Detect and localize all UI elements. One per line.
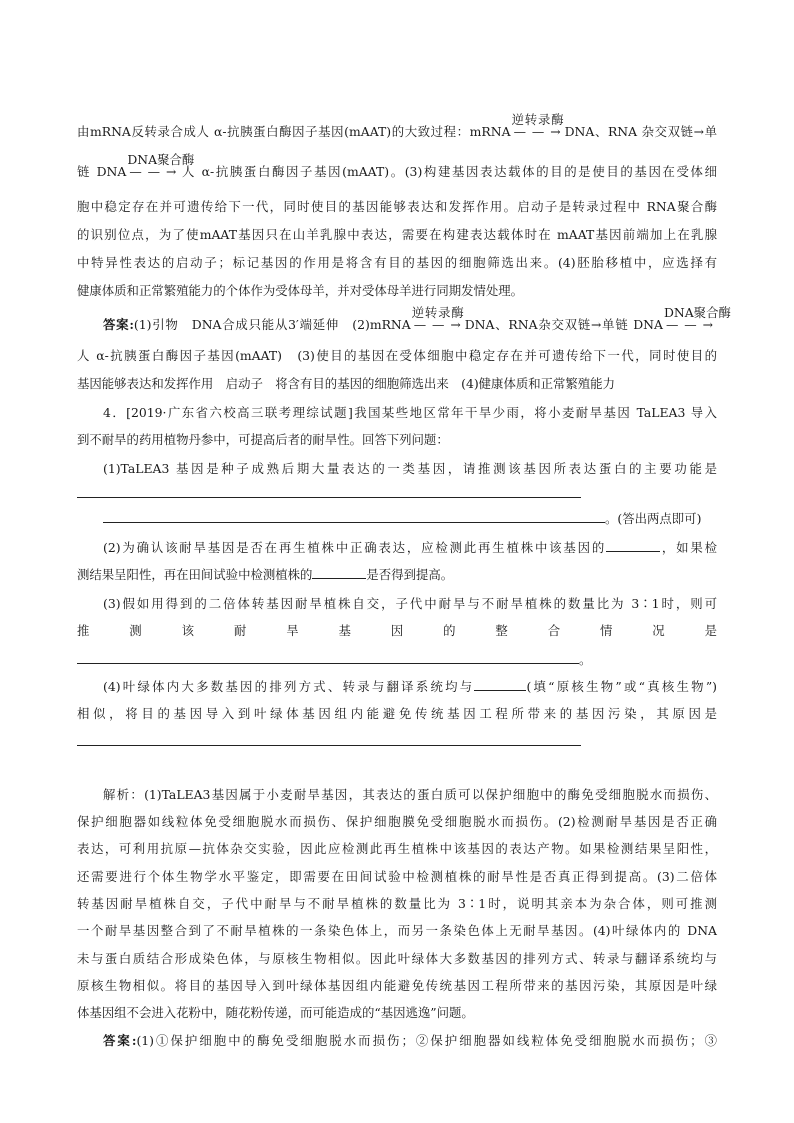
answer-label: 答案:: [103, 1033, 137, 1048]
answer-blank-line: [77, 745, 581, 746]
sub-question: 推 测 该 耐 旱 基 因 的 整 合 情 况 是: [77, 623, 717, 638]
sub-question: [77, 565, 453, 584]
text-run: (1)①保护细胞中的酶免受细胞脱水而损伤；②保护细胞器如线粒体免受细胞脱水而损伤；③: [136, 1033, 717, 1048]
paragraph-line: 中特异性表达的启动子；标记基因的作用是将含有目的基因的细胞筛选出来。(4)胚胎移植中，应选择有: [77, 255, 717, 270]
answer-blank: [474, 677, 526, 691]
analysis-line: 还需要进行个体生物学水平鉴定，即需要在田间试验中检测植株的耐旱性是否真正得到提高。(3)二倍体: [77, 869, 717, 884]
sub-question: [103, 509, 701, 528]
paragraph-line: 健康体质和正常繁殖能力的个体作为受体母羊，并对受体母羊进行同期发情处理。: [77, 283, 524, 298]
text-run: ，如果检: [660, 540, 717, 555]
enzyme-label: DNA聚合酶: [127, 152, 195, 167]
text-run: (4)叶绿体内大多数基因的排列方式、转录与翻译系统均与: [103, 679, 475, 694]
text-run: 。: [579, 652, 592, 667]
sub-question: 相似，将目的基因导入到叶绿体基因组内能避免传统基因工程所带来的基因污染，其原因是: [77, 706, 717, 721]
answer-blank-line: [77, 497, 581, 498]
text-run: (2)为确认该耐旱基因是否在再生植株中正确表达，应检测此再生植株中该基因的: [103, 540, 607, 555]
text-run: 。(答出两点即可): [605, 511, 702, 526]
analysis-line: 体基因组不会进入花粉中，随花粉传递，而可能造成的“基因逃逸”问题。: [77, 1005, 474, 1020]
answer-line: [77, 305, 731, 334]
answer-blank: [103, 509, 605, 523]
arrow-glyph: — — →: [413, 317, 462, 332]
analysis-line: 表达，可利用抗原—抗体杂交实验，因此应检测此再生植株中该基因的表达产物。如果检测结果呈阳性，: [77, 841, 717, 856]
text-run: DNA、RNA 杂交双链→单: [564, 124, 717, 139]
analysis-line: 一个耐旱基因整合到了不耐旱植株的一条染色体上，而另一条染色体上无耐旱基因。(4)叶绿体内的 DNA: [77, 923, 717, 938]
text-run: 由mRNA反转录合成人 α-抗胰蛋白酶因子基因(mAAT)的大致过程：mRNA: [77, 124, 511, 139]
answer-line: 基因能够表达和发挥作用 启动子 将含有目的基因的细胞筛选出来 (4)健康体质和正常繁殖能力: [77, 376, 615, 391]
analysis-line: 原核生物相似。将目的基因导入到叶绿体基因组内能避免传统基因工程所带来的基因污染，其原因是叶绿: [77, 978, 717, 993]
answer-line: 人 α-抗胰蛋白酶因子基因(mAAT) (3)使目的基因在受体细胞中稳定存在并可遗传给下一代，同时使目的: [77, 348, 717, 363]
answer-blank: [312, 565, 366, 579]
text-run: 链 DNA: [77, 164, 127, 179]
text-run: (填“原核生物”或“真核生物”): [526, 679, 717, 694]
answer-line: [77, 1032, 717, 1050]
analysis-line: 未与蛋白质结合形成染色体，与原核生物相似。因此叶绿体大多数基因的排列方式、转录与翻译系统均与: [77, 951, 717, 966]
sub-question: [77, 677, 717, 696]
reaction-arrow: [127, 152, 195, 181]
reaction-arrow: [663, 305, 731, 334]
paragraph-line: [77, 152, 717, 181]
question-header: 4．[2019·广东省六校高三联考理综试题]我国某些地区常年干旱少雨，将小麦耐旱基因 TaLEA3 导入: [103, 405, 717, 420]
analysis-line: 解析：(1)TaLEA3基因属于小麦耐旱基因，其表达的蛋白质可以保护细胞中的酶免受细胞脱水而损伤、: [103, 787, 717, 802]
answer-blank: [606, 538, 660, 552]
paragraph-line: 胞中稳定存在并可遗传给下一代，同时使目的基因能够表达和发挥作用。启动子是转录过程中 RNA聚合酶: [77, 199, 717, 214]
answer-label: 答案:: [103, 317, 134, 332]
analysis-line: 保护细胞器如线粒体免受细胞脱水而损伤、保护细胞膜免受细胞脱水而损伤。(2)检测耐旱基因是否正确: [77, 814, 717, 829]
answer-blank: [77, 650, 579, 664]
arrow-glyph: — — →: [513, 124, 562, 139]
analysis-line: 转基因耐旱植株自交，子代中耐旱与不耐旱植株的数量比为 3∶1时，说明其亲本为杂合体，则可推测: [77, 896, 717, 911]
arrow-glyph: — — →: [129, 164, 178, 179]
sub-question: [77, 538, 717, 557]
reaction-arrow: [511, 112, 564, 141]
sub-question: (1)TaLEA3 基因是种子成熟后期大量表达的一类基因，请推测该基因所表达蛋白的主要功能是: [103, 461, 717, 476]
paragraph-line: 的识别位点，为了使mAAT基因只在山羊乳腺中表达，需要在构建表达载体时在 mAAT基因前端加上在乳腺: [77, 227, 717, 242]
sub-question: [77, 650, 591, 669]
sub-question: (3)假如用得到的二倍体转基因耐旱植株自交，子代中耐旱与不耐旱植株的数量比为 3∶1时，则可: [103, 596, 717, 611]
paragraph-line: [77, 112, 717, 141]
text-run: (1)引物 DNA合成只能从3′端延伸 (2)mRNA: [133, 317, 411, 332]
text-run: 是否得到提高。: [366, 567, 454, 582]
text-run: DNA、RNA杂交双链→单链 DNA: [464, 317, 663, 332]
enzyme-label: 逆转录酶: [511, 112, 564, 127]
text-run: 测结果呈阳性，再在田间试验中检测植株的: [77, 567, 313, 582]
reaction-arrow: [411, 305, 464, 334]
question-header: 到不耐旱的药用植物丹参中，可提高后者的耐旱性。回答下列问题：: [77, 432, 449, 447]
enzyme-label: 逆转录酶: [411, 305, 464, 320]
enzyme-label: DNA聚合酶: [663, 305, 731, 320]
arrow-glyph: — — →: [665, 317, 714, 332]
text-run: 人 α-抗胰蛋白酶因子基因(mAAT)。(3)构建基因表达载体的目的是使目的基因在受体细: [180, 164, 717, 179]
